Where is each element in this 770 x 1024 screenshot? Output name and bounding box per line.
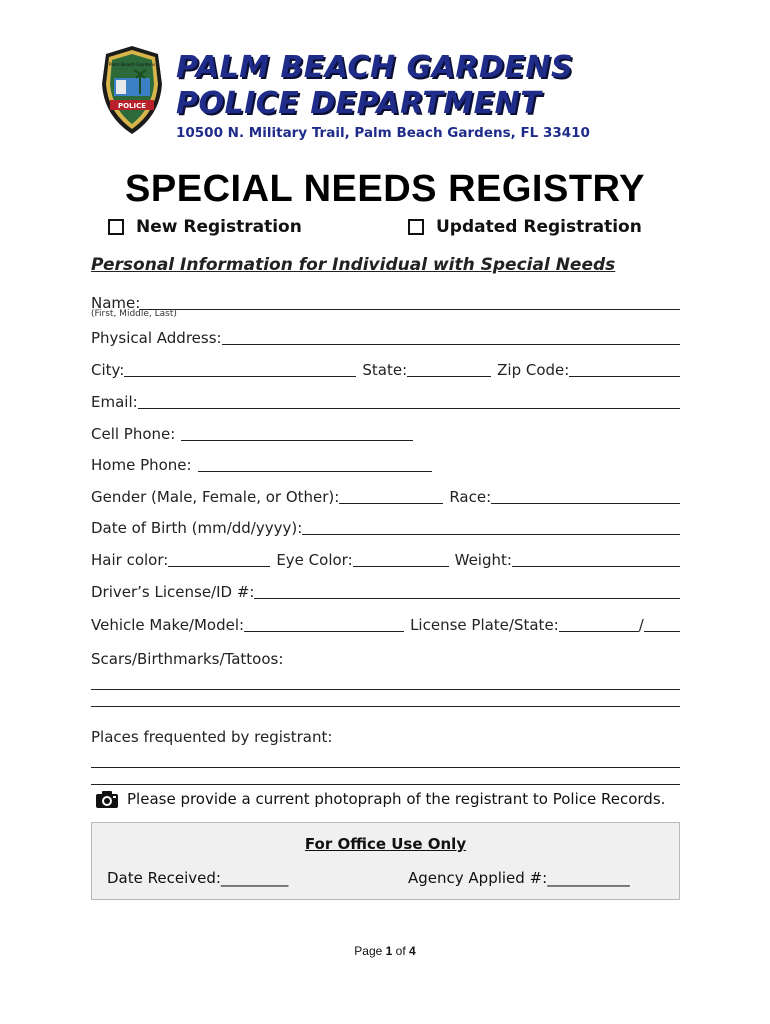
race-field[interactable] (491, 487, 680, 504)
home-phone-row (91, 453, 680, 475)
updated-registration-checkbox[interactable] (408, 219, 424, 235)
new-registration-checkbox[interactable] (108, 219, 124, 235)
org-name-line2: POLICE DEPARTMENT (176, 86, 542, 121)
email-row (91, 390, 680, 412)
date-received-field[interactable]: Date Received:_________ (107, 869, 289, 887)
home-phone-field[interactable] (198, 455, 432, 472)
physical-address-label: Physical Address: (91, 329, 222, 347)
scars-row (91, 647, 680, 669)
state-field[interactable] (407, 360, 491, 377)
city-state-zip-row (91, 358, 680, 380)
city-field[interactable] (124, 360, 356, 377)
plate-state-field[interactable] (644, 615, 680, 632)
scars-label: Scars/Birthmarks/Tattoos: (91, 650, 284, 668)
gender-label: Gender (Male, Female, or Other): (91, 488, 340, 506)
badge-city-text: Palm Beach Gardens (108, 63, 156, 68)
drivers-license-field[interactable] (254, 582, 680, 599)
vehicle-plate-row (91, 613, 680, 635)
zip-label: Zip Code: (497, 361, 570, 379)
badge-police-text: POLICE (117, 102, 147, 110)
eye-color-label: Eye Color: (276, 551, 353, 569)
plate-separator: / (638, 616, 644, 634)
scars-field-line1[interactable] (91, 673, 680, 690)
org-name-line1: PALM BEACH GARDENS (176, 50, 574, 85)
section-heading: Personal Information for Individual with Special Needs (91, 255, 616, 275)
dob-label: Date of Birth (mm/dd/yyyy): (91, 519, 303, 537)
email-label: Email: (91, 393, 138, 411)
cell-phone-row (91, 422, 680, 444)
scars-field-line2[interactable] (91, 690, 680, 707)
photo-note-text: Please provide a current photopraph of the registrant to Police Records. (127, 790, 666, 808)
gender-field[interactable] (339, 487, 443, 504)
cell-phone-field[interactable] (181, 424, 413, 441)
dob-field[interactable] (302, 518, 680, 535)
home-phone-label: Home Phone: (91, 456, 192, 474)
office-use-title: For Office Use Only (304, 835, 467, 853)
updated-registration-label: Updated Registration (436, 217, 642, 237)
page-of: of (395, 944, 406, 958)
hair-color-label: Hair color: (91, 551, 169, 569)
places-field-line2[interactable] (91, 768, 680, 785)
hair-eye-weight-row (91, 548, 680, 570)
places-label: Places frequented by registrant: (91, 728, 333, 746)
document-title: SPECIAL NEEDS REGISTRY (125, 168, 645, 210)
police-badge-logo (100, 44, 164, 136)
updated-registration-option[interactable] (408, 217, 642, 237)
eye-color-field[interactable] (353, 550, 449, 567)
page-number (0, 944, 770, 958)
address-row (91, 326, 680, 348)
camera-icon (96, 790, 118, 808)
license-plate-field[interactable] (559, 615, 639, 632)
state-label: State: (362, 361, 408, 379)
org-address: 10500 N. Military Trail, Palm Beach Gardens, FL 33410 (176, 125, 590, 141)
page-total: 4 (409, 944, 416, 958)
places-field-line1[interactable] (91, 751, 680, 768)
name-hint: (First, Middle, Last) (91, 309, 177, 319)
city-label: City: (91, 361, 125, 379)
name-label: Name: (91, 294, 141, 312)
office-use-box (91, 822, 680, 900)
photo-note-row (96, 790, 665, 808)
agency-applied-field[interactable]: Agency Applied #:___________ (408, 869, 630, 887)
gender-race-row (91, 485, 680, 507)
dob-row (91, 516, 680, 538)
license-plate-label: License Plate/State: (410, 616, 559, 634)
page-current: 1 (385, 944, 393, 958)
name-row (91, 291, 680, 313)
new-registration-label: New Registration (136, 217, 302, 237)
new-registration-option[interactable] (108, 217, 302, 237)
vehicle-field[interactable] (244, 615, 404, 632)
weight-label: Weight: (454, 551, 512, 569)
page-prefix: Page (354, 944, 383, 958)
weight-field[interactable] (512, 550, 680, 567)
places-row (91, 725, 680, 747)
vehicle-label: Vehicle Make/Model: (91, 616, 245, 634)
email-field[interactable] (138, 392, 680, 409)
name-field[interactable] (140, 293, 680, 310)
drivers-license-row (91, 580, 680, 602)
drivers-license-label: Driver’s License/ID #: (91, 583, 255, 601)
hair-color-field[interactable] (168, 550, 270, 567)
zip-field[interactable] (569, 360, 680, 377)
race-label: Race: (449, 488, 492, 506)
cell-phone-label: Cell Phone: (91, 425, 176, 443)
physical-address-field[interactable] (222, 328, 680, 345)
